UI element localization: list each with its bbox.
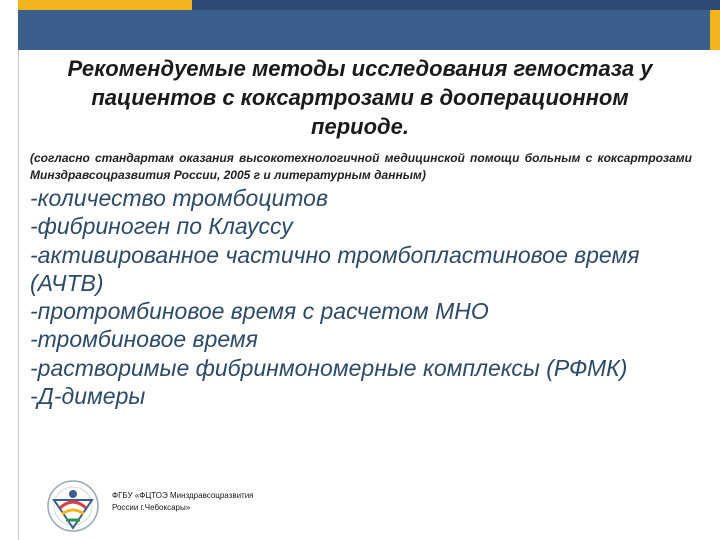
left-divider <box>18 50 19 540</box>
list-item: -активированное частично тромбопластиновое время (АЧТВ) <box>30 241 640 296</box>
slide-subtitle: (согласно стандартам оказания высокотехнологичной медицинской помощи больным с коксартрозами Минздравсоцразвития России, 2005 г и литературным данным) <box>30 151 692 182</box>
organization-logo <box>40 478 106 534</box>
list-item: -фибриноген по Клауссу <box>30 213 293 240</box>
organization-name-line1: ФГБУ «ФЦТОЭ Минздравсоцразвития <box>112 491 254 500</box>
list-item: -количество тромбоцитов <box>30 185 328 211</box>
header-dark-strip <box>192 0 720 10</box>
list-item: -протромбиновое время с расчетом МНО <box>30 298 489 325</box>
header-gold-strip <box>18 0 192 10</box>
list-item: -тромбиновое время <box>30 326 258 353</box>
methods-list <box>30 184 710 410</box>
header-bar <box>18 10 720 50</box>
slide-title: Рекомендуемые методы исследования гемостаза у пациентов с коксартрозами в дооперационном периоде. <box>67 56 653 139</box>
header-right-accent <box>710 10 720 50</box>
organization-name <box>112 490 312 514</box>
list-item: -растворимые фибринмономерные комплексы (РФМК) <box>30 354 628 381</box>
organization-name-line2: России г.Чебоксары» <box>112 503 191 512</box>
list-item: -Д-димеры <box>30 383 146 410</box>
